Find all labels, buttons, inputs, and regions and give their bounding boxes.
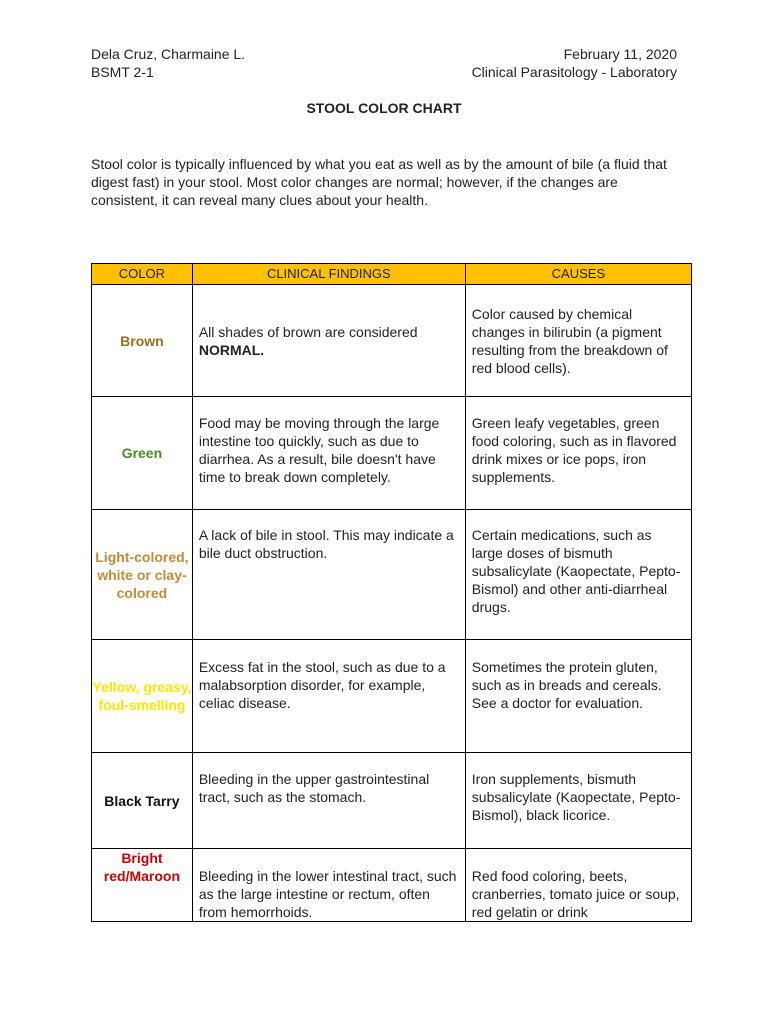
causes-cell [465, 753, 691, 849]
table-row [92, 285, 692, 397]
findings-text: A lack of bile in stool. This may indicate a bile duct obstruction. [198, 527, 454, 561]
findings-cell [192, 640, 465, 753]
color-cell: Green [92, 397, 193, 510]
causes-text: Sometimes the protein gluten, such as in breads and cereals. See a doctor for evaluation. [471, 659, 662, 711]
findings-text: All shades of brown are considered [198, 323, 418, 340]
causes-text: Iron supplements, bismuth subsalicylate (Kaopectate, Pepto-Bismol), black licorice. [471, 771, 681, 823]
findings-cell [192, 849, 465, 922]
table-header-row [92, 264, 692, 285]
findings-cell [192, 397, 465, 510]
table-row [92, 640, 692, 753]
document-header-right [472, 45, 677, 81]
causes-text: Green leafy vegetables, green food coloring, such as in flavored drink mixes or ice pops, iron supplements. [471, 415, 677, 485]
student-name: Dela Cruz, Charmaine L. [91, 46, 246, 62]
table-row [92, 397, 692, 510]
causes-text: Color caused by chemical changes in bilirubin (a pigment resulting from the breakdown of red blood cells). [471, 305, 668, 376]
student-section: BSMT 2-1 [91, 64, 154, 80]
causes-text: Red food coloring, beets, cranberries, tomato juice or soup, red gelatin or drink [471, 868, 680, 920]
color-cell: Black Tarry [92, 753, 193, 849]
document-date: February 11, 2020 [563, 46, 677, 62]
causes-cell [465, 640, 691, 753]
findings-text: Bleeding in the lower intestinal tract, such as the large intestine or rectum, often from hemorrhoids. [198, 868, 457, 920]
color-cell: Light-colored, white or clay-colored [92, 510, 193, 640]
color-cell: Brown [92, 285, 193, 397]
color-cell: Bright red/Maroon [92, 849, 193, 922]
findings-text: Bleeding in the upper gastrointestinal tract, such as the stomach. [198, 771, 430, 805]
findings-text: Excess fat in the stool, such as due to a malabsorption disorder, for example, celiac disease. [198, 659, 446, 711]
causes-cell [465, 285, 691, 397]
table-row [92, 849, 692, 922]
findings-bold-text: NORMAL. [198, 341, 265, 358]
causes-text: Certain medications, such as large doses of bismuth subsalicylate (Kaopectate, Pepto-Bismol) and other anti-diarrheal drugs. [471, 527, 681, 615]
intro-paragraph: Stool color is typically influenced by what you eat as well as by the amount of bile (a fluid that digest fast) in your stool. Most color changes are normal; however, if the changes are consistent, it can reveal many clues about your health. [91, 156, 667, 208]
causes-cell [465, 510, 691, 640]
column-header-causes: CAUSES [465, 264, 691, 285]
table-row [92, 753, 692, 849]
findings-cell [192, 510, 465, 640]
stool-color-table [91, 263, 692, 922]
document-header-left [91, 45, 245, 81]
color-cell: Yellow, greasy, foul-smelling [92, 640, 193, 753]
causes-cell [465, 397, 691, 510]
column-header-findings: CLINICAL FINDINGS [192, 264, 465, 285]
findings-text: Food may be moving through the large intestine too quickly, such as due to diarrhea. As a result, bile doesn't have time to break down completely. [198, 415, 440, 485]
causes-cell [465, 849, 691, 922]
course-name: Clinical Parasitology - Laboratory [471, 64, 677, 80]
page-title: STOOL COLOR CHART [306, 100, 462, 116]
table-row [92, 510, 692, 640]
findings-cell [192, 285, 465, 397]
column-header-color: COLOR [92, 264, 193, 285]
findings-cell [192, 753, 465, 849]
